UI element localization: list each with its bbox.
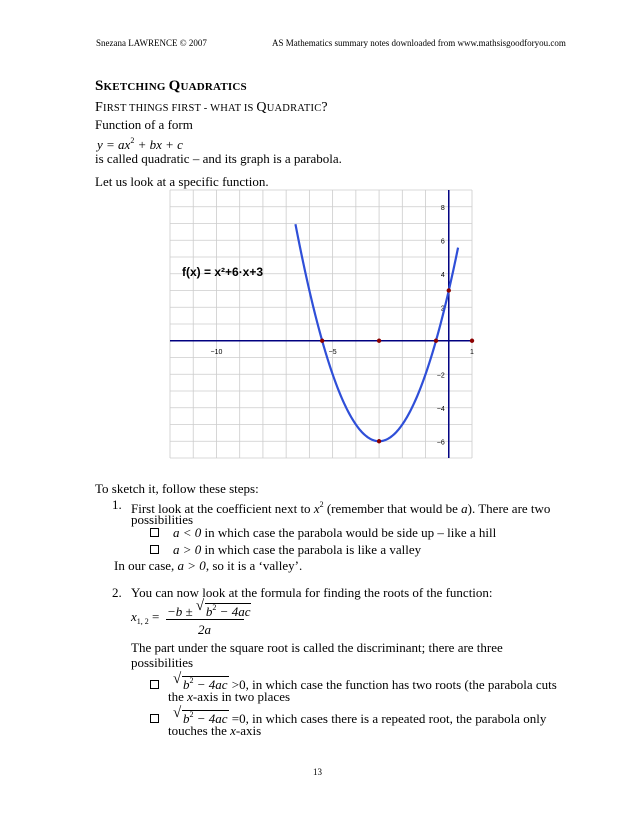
- graph-points: [320, 288, 474, 443]
- graph-point: [377, 439, 381, 443]
- y-tick-label: 8: [440, 204, 445, 212]
- intro-line-3: Let us look at a specific function.: [95, 174, 269, 189]
- intro-line-2: is called quadratic – and its graph is a parabola.: [95, 151, 342, 166]
- checkbox-bullet-icon: [150, 680, 159, 689]
- steps-intro: To sketch it, follow these steps:: [95, 481, 259, 496]
- y-tick-label: −6: [436, 439, 445, 447]
- x-tick-label: −10: [210, 348, 223, 356]
- step-2-text: You can now look at the formula for finding the roots of the function:: [131, 585, 493, 600]
- step-1-number: 1.: [112, 497, 122, 512]
- general-quadratic-formula: $y = ax^2$ + bx + c: [97, 136, 183, 152]
- quadratic-graph: [170, 190, 472, 458]
- x-tick-label: 1: [470, 348, 474, 356]
- bullet-discriminant-zero: √ $b^2 - 4ac =0$, in which cases there is a repeated root, the parabola only: [150, 707, 546, 727]
- graph-point: [434, 339, 438, 343]
- bullet-discriminant-positive-line-2: the x-axis in two places: [168, 689, 291, 704]
- discriminant-line-1: The part under the square root is called the discriminant; there are three: [131, 640, 503, 655]
- section-subtitle: FIRST THINGS FIRST - WHAT IS QUADRATIC?: [95, 100, 328, 115]
- graph-grid: [170, 190, 472, 458]
- graph-tick-labels: [211, 205, 475, 447]
- roots-formula-denominator: 2a: [198, 622, 211, 637]
- y-tick-label: −4: [436, 405, 445, 413]
- graph-point: [470, 339, 474, 343]
- checkbox-bullet-icon: [150, 528, 159, 537]
- y-tick-label: 6: [440, 238, 445, 246]
- bullet-a-positive: a > 0 in which case the parabola is like a valley: [150, 542, 421, 558]
- y-tick-label: 4: [440, 271, 445, 279]
- graph-point: [377, 339, 381, 343]
- page-title: SKETCHING QUADRATICS: [95, 78, 247, 94]
- header-source: AS Mathematics summary notes downloaded from www.mathsisgoodforyou.com: [272, 38, 566, 48]
- page-number: 13: [313, 767, 322, 777]
- step-1-text: First look at the coefficient next to $x^2$ (remember that would be a). There are two: [131, 500, 551, 516]
- step-2-number: 2.: [112, 585, 122, 600]
- fraction-bar: [166, 619, 244, 620]
- discriminant-line-2: possibilities: [131, 655, 194, 670]
- checkbox-bullet-icon: [150, 714, 159, 723]
- bullet-discriminant-zero-line-2: touches the x-axis: [168, 723, 262, 738]
- graph-point: [320, 339, 324, 343]
- bullet-discriminant-positive: √ $b^2 - 4ac >0$, in which case the function has two roots (the parabola cuts: [150, 673, 557, 693]
- intro-line-1: Function of a form: [95, 117, 193, 132]
- graph-point: [447, 288, 451, 292]
- y-tick-label: −2: [436, 372, 445, 380]
- x-tick-label: −5: [328, 348, 337, 356]
- y-tick-label: 2: [440, 305, 445, 313]
- checkbox-bullet-icon: [150, 545, 159, 554]
- our-case-line: In our case, a > 0, so it is a ‘valley’.: [114, 558, 303, 573]
- bullet-a-negative: a < 0 in which case the parabola would be side up – like a hill: [150, 525, 496, 541]
- function-label: f(x) = x²+6·x+3: [182, 265, 264, 279]
- header-author: Snezana LAWRENCE © 2007: [96, 38, 207, 48]
- step-1-line-2: possibilities: [131, 512, 194, 527]
- roots-formula-lhs: $x_{1, 2}$ =: [131, 609, 160, 626]
- roots-formula-numerator: −b ± √ $b^2 - 4ac$: [167, 598, 251, 619]
